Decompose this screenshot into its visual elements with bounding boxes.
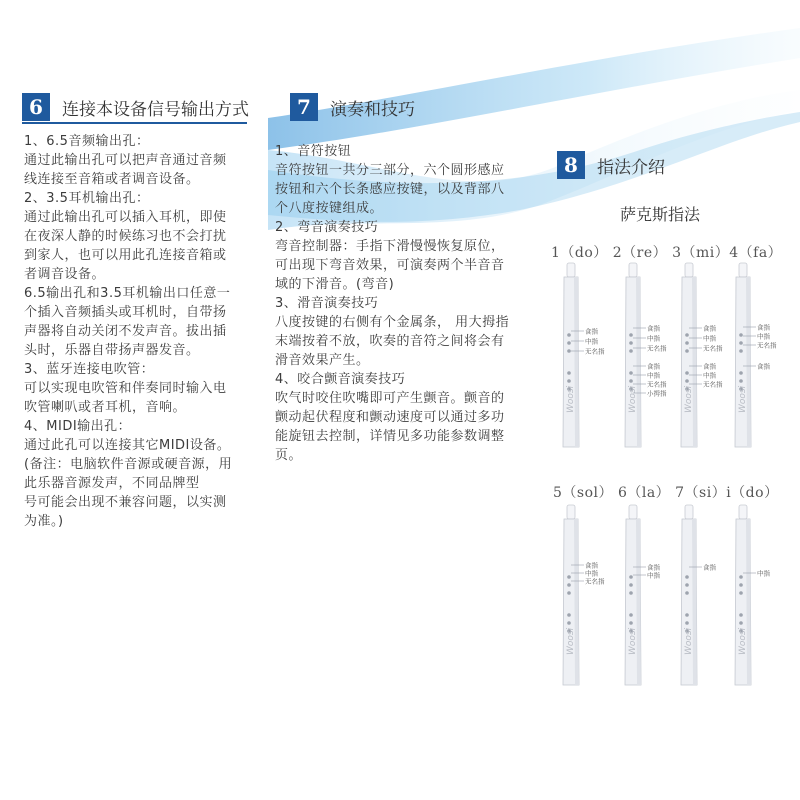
sax-note-3 (681, 263, 723, 447)
brand-mark: Woosi (628, 627, 638, 655)
section-6-line: 声器将自动关闭不发声音。拔出插 (24, 324, 227, 339)
finger-label-index: 食指 (585, 327, 598, 336)
brand-mark: Woosi (684, 627, 694, 655)
section-7-line: 颤动起伏程度和颤动速度可以通过多功 (275, 410, 505, 425)
section-7-title: 演奏和技巧 (330, 99, 415, 120)
finger-label-ring: 无名指 (647, 344, 667, 353)
finger-label-index: 食指 (647, 362, 660, 371)
brand-mark: Woosi (566, 385, 576, 413)
section-6-title: 连接本设备信号输出方式 (62, 99, 249, 120)
section-7-line: 按钮和六个长条感应按键，以及背部八 (275, 182, 505, 197)
brand-mark: Woosi (684, 385, 694, 413)
section-6-line: 号可能会出现不兼容问题，以实测 (24, 495, 227, 510)
finger-label-middle: 中指 (757, 332, 770, 341)
tone-hole (685, 349, 689, 353)
sax-note-8 (735, 505, 771, 685)
section-7-line: 域的下滑音。(弯音) (275, 277, 395, 292)
section-6-header (22, 92, 249, 122)
tone-hole (567, 371, 571, 375)
finger-label-ring: 无名指 (757, 341, 777, 350)
section-6-line: 4、MIDI输出孔： (24, 419, 132, 434)
finger-label-middle: 中指 (585, 337, 598, 346)
finger-label-index: 食指 (703, 362, 716, 371)
mouthpiece (629, 263, 637, 277)
section-7-line: 1、音符按钮 (275, 144, 352, 159)
mouthpiece (739, 263, 747, 277)
mouthpiece (739, 505, 747, 519)
section-6-line: 者调音设备。 (24, 267, 106, 282)
brand-mark: Woosi (566, 627, 576, 655)
section-6-rule (22, 122, 247, 124)
tone-hole (629, 621, 633, 625)
finger-label-ring: 无名指 (703, 380, 723, 389)
tone-hole (685, 333, 689, 337)
sax-note-1 (563, 263, 605, 447)
finger-label-middle: 中指 (703, 371, 716, 380)
tone-hole (567, 583, 571, 587)
tone-hole (629, 583, 633, 587)
section-7-line: 2、弯音演奏技巧 (275, 220, 379, 235)
tone-hole (629, 333, 633, 337)
sax-note-2 (625, 263, 667, 447)
finger-label-index: 食指 (757, 323, 770, 332)
section-7-line: 音符按钮一共分三部分，六个圆形感应 (275, 163, 505, 178)
tone-hole (629, 371, 633, 375)
tone-hole (685, 583, 689, 587)
section-6-line: 6.5输出孔和3.5耳机输出口任意一 (24, 286, 231, 301)
section-6-line: 可以实现电吹管和伴奏同时输入电 (24, 381, 227, 396)
section-6-line: 3、蓝牙连接电吹管： (24, 362, 155, 377)
finger-label-middle: 中指 (703, 334, 716, 343)
fingering-chart (540, 255, 800, 695)
section-7-line: 能旋钮去控制，详情见多功能参数调整 (275, 429, 505, 444)
section-6-line: 头时，乐器自带扬声器发音。 (24, 343, 200, 358)
sax-note-5 (563, 505, 605, 685)
brand-mark: Woosi (738, 627, 748, 655)
tone-hole (685, 341, 689, 345)
tone-hole (629, 613, 633, 617)
section-6-number: 6 (22, 93, 50, 121)
tone-hole (567, 333, 571, 337)
tone-hole (567, 575, 571, 579)
tone-hole (567, 349, 571, 353)
finger-label-middle: 中指 (647, 571, 660, 580)
finger-label-index: 食指 (647, 324, 660, 333)
section-7-header (290, 92, 415, 122)
section-7-number: 7 (290, 93, 318, 121)
section-7-line: 末端按着不放，吹奏的音符之间将会有 (275, 334, 505, 349)
tone-hole (739, 341, 743, 345)
section-8-number: 8 (557, 151, 585, 179)
finger-label-index: 食指 (703, 324, 716, 333)
brand-mark: Woosi (738, 385, 748, 413)
fingering-chart-subtitle: 萨克斯指法 (620, 205, 701, 224)
section-6-line: 为准。) (24, 514, 64, 529)
section-7-line: 八度按键的右侧有个金属条， 用大拇指 (275, 315, 510, 330)
tone-hole (685, 575, 689, 579)
tone-hole (739, 575, 743, 579)
section-6-line: 此乐器音源发声，不同品牌型 (24, 476, 200, 491)
finger-label-middle: 中指 (647, 371, 660, 380)
tone-hole (739, 379, 743, 383)
tone-hole (739, 349, 743, 353)
finger-label-index: 食指 (647, 563, 660, 572)
tone-hole (685, 621, 689, 625)
mouthpiece (685, 263, 693, 277)
section-7-line: 弯音控制器：手指下滑慢慢恢复原位， (275, 239, 505, 254)
tone-hole (739, 621, 743, 625)
tone-hole (629, 575, 633, 579)
mouthpiece (629, 505, 637, 519)
tone-hole (685, 379, 689, 383)
tone-hole (567, 341, 571, 345)
finger-label-little: 小拇指 (647, 389, 667, 398)
section-6-line: 在夜深人静的时候练习也不会打扰 (24, 229, 227, 244)
finger-label-ring: 无名指 (585, 577, 605, 586)
section-7-line: 页。 (275, 448, 303, 463)
section-7-line: 3、滑音演奏技巧 (275, 296, 379, 311)
section-6-line: (备注：电脑软件音源或硬音源，用 (24, 457, 233, 472)
section-6-line: 通过此输出孔可以插入耳机，即使 (24, 210, 227, 225)
finger-label-ring: 无名指 (647, 380, 667, 389)
sax-note-7 (681, 505, 717, 685)
section-6-line: 2、3.5耳机输出孔： (24, 191, 150, 206)
section-7-line: 吹气时咬住吹嘴即可产生颤音。颤音的 (275, 391, 505, 406)
tone-hole (629, 379, 633, 383)
mouthpiece (567, 505, 575, 519)
sax-note-6 (625, 505, 661, 685)
tone-hole (629, 341, 633, 345)
finger-label-middle: 中指 (757, 569, 770, 578)
mouthpiece (685, 505, 693, 519)
finger-label-ring: 无名指 (703, 344, 723, 353)
tone-hole (739, 583, 743, 587)
section-7-line: 4、咬合颤音演奏技巧 (275, 372, 406, 387)
tone-hole (629, 349, 633, 353)
section-6-line: 到家人，也可以用此孔连接音箱或 (24, 248, 227, 263)
fingering-row-1-labels: 1（do） 2（re） 3（mi）4（fa） (551, 245, 783, 261)
finger-label-middle: 中指 (647, 334, 660, 343)
tone-hole (739, 591, 743, 595)
finger-label-ring: 无名指 (585, 347, 605, 356)
tone-hole (685, 613, 689, 617)
section-6-line: 线连接至音箱或者调音设备。 (24, 172, 200, 187)
section-6-line: 通过此孔可以连接其它MIDI设备。 (24, 438, 231, 453)
section-6-line: 1、6.5音频输出孔： (24, 134, 150, 149)
section-7-line: 可出现下弯音效果，可演奏两个半音音 (275, 258, 505, 273)
sax-note-4 (735, 263, 777, 447)
tone-hole (685, 591, 689, 595)
tone-hole (567, 591, 571, 595)
section-6-line: 通过此输出孔可以把声音通过音频 (24, 153, 227, 168)
fingering-row-2-labels: 5（sol） 6（la） 7（si）i（do） (553, 485, 779, 501)
brand-mark: Woosi (628, 385, 638, 413)
mouthpiece (567, 263, 575, 277)
section-6-body (24, 132, 256, 531)
tone-hole (567, 613, 571, 617)
finger-label-index: 食指 (703, 563, 716, 572)
section-7-line: 个八度按键组成。 (275, 201, 384, 216)
section-6-line: 个插入音频插头或耳机时，自带扬 (24, 305, 227, 320)
tone-hole (567, 379, 571, 383)
section-7-body (275, 142, 533, 465)
section-7-line: 滑音效果产生。 (275, 353, 370, 368)
finger-label-index: 食指 (585, 561, 598, 570)
section-8-header (557, 150, 665, 180)
section-8-title: 指法介绍 (597, 157, 665, 178)
tone-hole (739, 333, 743, 337)
finger-label-index: 食指 (757, 362, 770, 371)
finger-label-middle: 中指 (585, 569, 598, 578)
tone-hole (685, 371, 689, 375)
tone-hole (629, 591, 633, 595)
tone-hole (739, 371, 743, 375)
tone-hole (739, 613, 743, 617)
section-6-line: 吹管喇叭或者耳机，音响。 (24, 400, 187, 415)
tone-hole (567, 621, 571, 625)
